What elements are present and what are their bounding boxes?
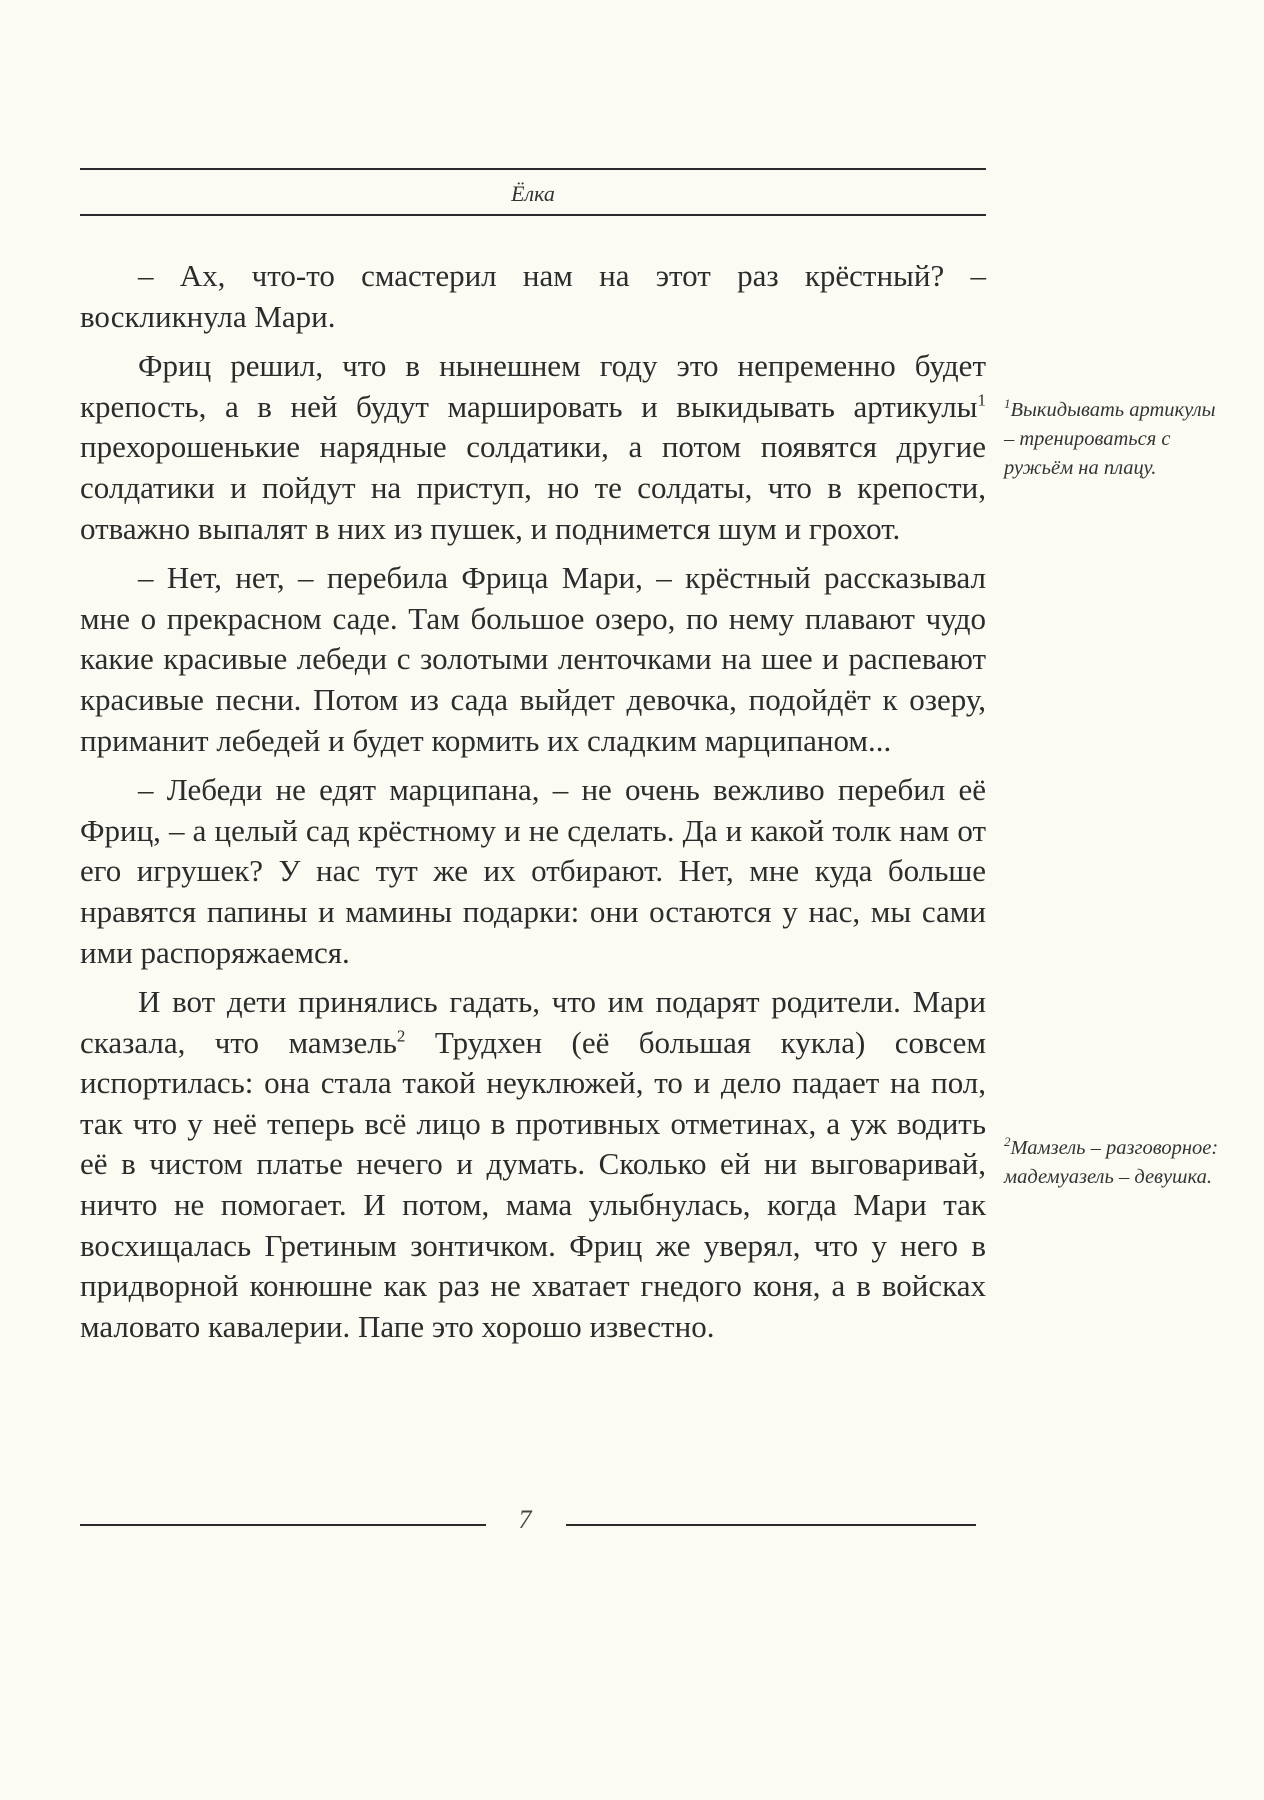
- sidenote-2: [1004, 1134, 1219, 1192]
- sidenote-text: Выкидывать артикулы – тренироваться с ружьём на плацу.: [1004, 399, 1216, 479]
- paragraph: – Лебеди не едят марципана, – не очень вежливо перебил её Фриц, – а целый сад крёстному и не сделать. Да и какой толк нам от его игрушек? У нас тут же их отбирают. Нет, мне куда больше нравятся папины и мамины подарки: они остаются у нас, мы сами ими распоряжаемся.: [80, 772, 986, 970]
- paragraph: – Ах, что-то смастерил нам на этот раз крёстный? – воскликнула Мари.: [80, 258, 986, 334]
- page-number: 7: [518, 1505, 532, 1534]
- footnote-ref: 2: [396, 1026, 406, 1046]
- sidenote-text: Мамзель – разговорное: мадемуазель – девушка.: [1004, 1137, 1219, 1188]
- footer-rule-right: [566, 1524, 976, 1526]
- paragraph-text: Трудхен (её большая кукла) совсем испортилась: она стала такой неуклюжей, то и дело падает на пол, так что у неё теперь всё лицо в противных отметинах, а уж водить её в чистом платье нечего и думать. Сколько ей ни выговаривай, ничто не помогает. И потом, мама улыбнулась, когда Мари так восхищалась Гретиным зонтичком. Фриц же уверял, что у него в придворной конюшне как раз не хватает гнедого коня, а в войсках маловато кавалерии. Папе это хорошо известно.: [80, 1024, 986, 1344]
- running-title: Ёлка: [511, 181, 555, 206]
- sidenote-1: [1004, 396, 1219, 483]
- paragraph-text: И вот дети принялись гадать, что им подарят родители. Мари сказала, что мамзель: [80, 984, 986, 1060]
- paragraph: [80, 346, 986, 549]
- paragraph-text: Фриц решил, что в нынешнем году это непременно будет крепость, а в ней будут маршировать и выкидывать артикулы: [80, 348, 986, 424]
- header-rule-top: [80, 168, 986, 170]
- paragraph-text: прехорошенькие нарядные солдатики, а потом появятся другие солдатики и пойдут на приступ, но те солдаты, что в крепости, отважно выпалят в них из пушек, и поднимется шум и грохот.: [80, 429, 986, 546]
- footer-rule-left: [80, 1524, 486, 1526]
- footnote-ref: 1: [977, 390, 986, 410]
- sidenote-mark: 1: [1004, 396, 1011, 412]
- paragraph: [80, 982, 986, 1347]
- body-text: [80, 256, 986, 1356]
- sidenote-mark: 2: [1004, 1134, 1011, 1150]
- header-rule-bottom: [80, 214, 986, 216]
- paragraph: – Нет, нет, – перебила Фрица Мари, – крёстный рассказывал мне о прекрасном саде. Там большое озеро, по нему плавают чудо какие красивые лебеди с золотыми ленточками на шее и распевают красивые песни. Потом из сада выйдет девочка, подойдёт к озеру, приманит лебедей и будет кормить их сладким марципаном...: [80, 560, 986, 758]
